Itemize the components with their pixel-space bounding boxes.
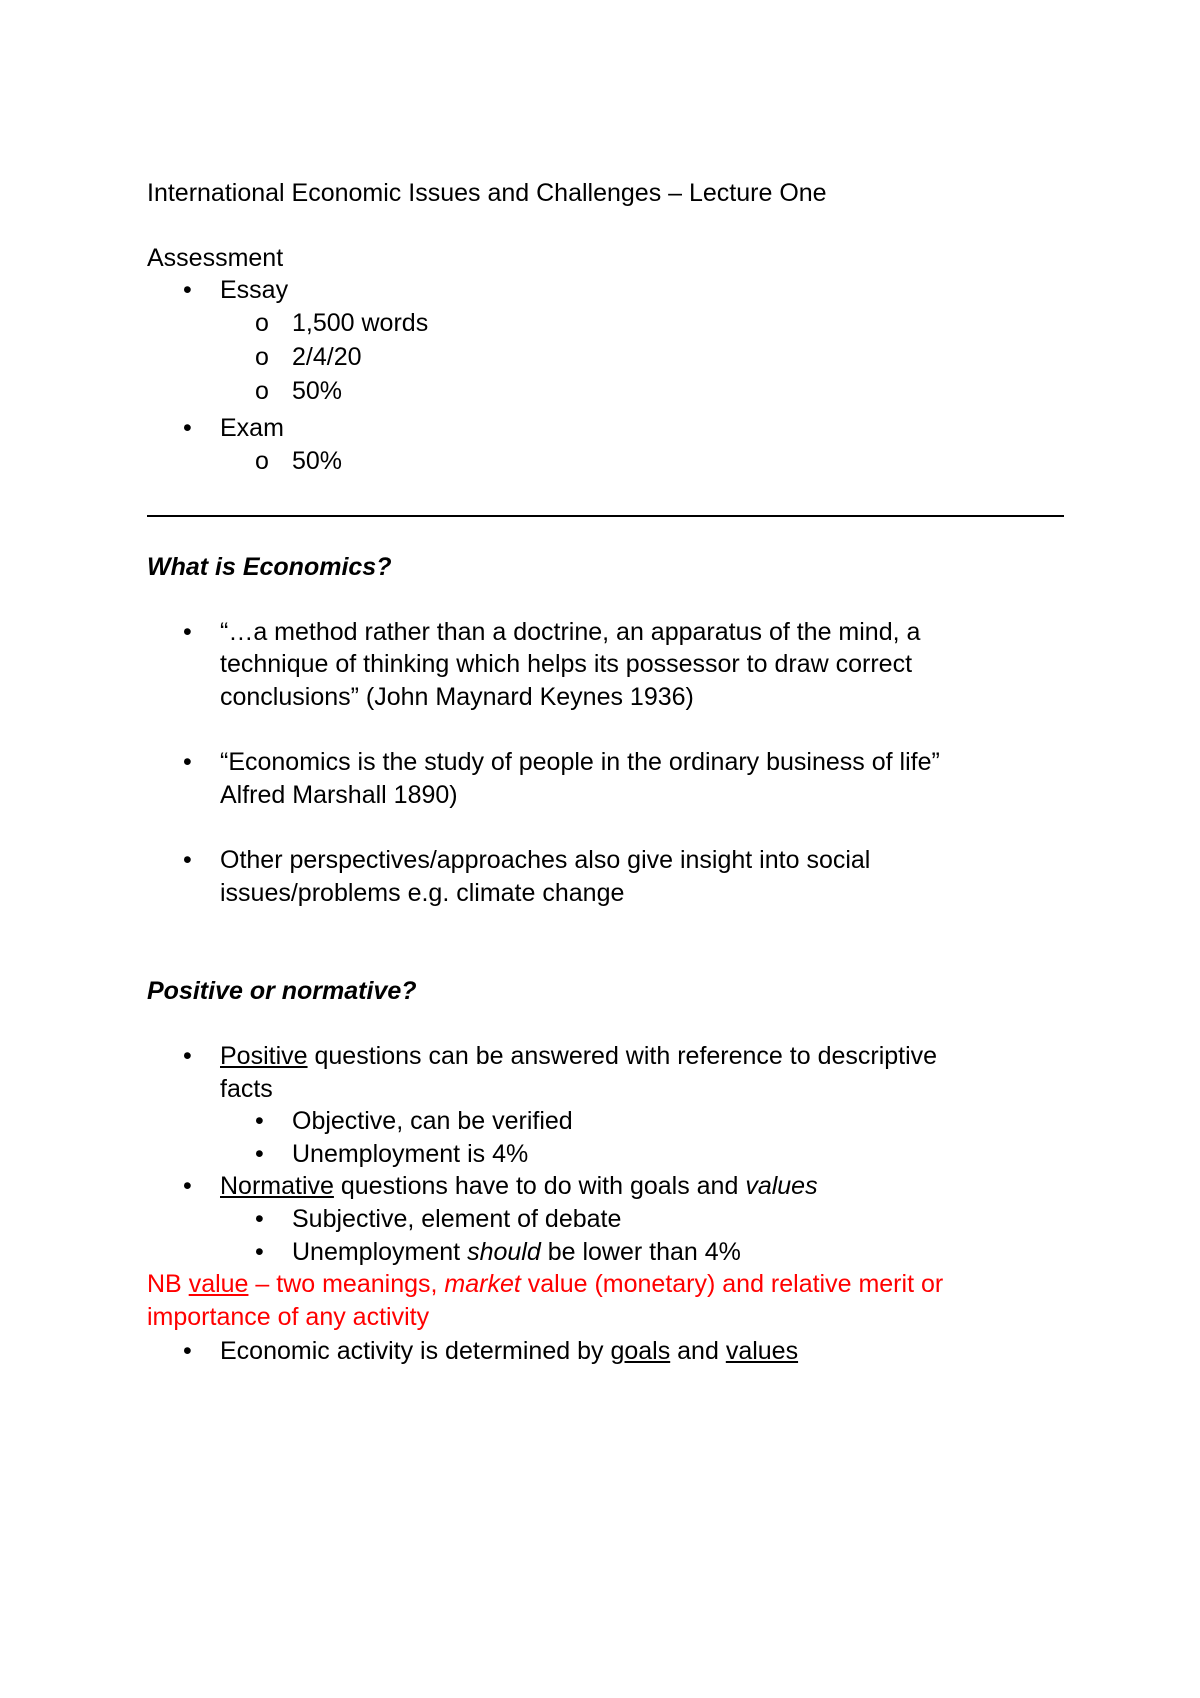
perspectives-line: Other perspectives/approaches also give insight into social: [220, 846, 871, 874]
bullet-glyph: •: [183, 1172, 192, 1200]
section-heading-what-is-economics: What is Economics?: [147, 553, 392, 581]
sub-bullet-glyph: o: [255, 309, 269, 337]
positive-definition-line: facts: [220, 1075, 273, 1103]
normative-values-word: values: [745, 1172, 818, 1200]
normative-term: Normative: [220, 1172, 334, 1200]
bullet-glyph: •: [183, 1042, 192, 1070]
economic-activity-text: Economic activity is determined by: [220, 1337, 611, 1365]
normative-sub-text: be lower than 4%: [540, 1238, 741, 1266]
section-heading-positive-or-normative: Positive or normative?: [147, 977, 417, 1005]
essay-detail-date: 2/4/20: [292, 343, 362, 371]
assessment-item-essay: Essay: [220, 276, 289, 304]
should-word: should: [467, 1238, 541, 1266]
perspectives-line: issues/problems e.g. climate change: [220, 879, 625, 907]
keynes-quote-line: technique of thinking which helps its possessor to draw correct: [220, 650, 913, 678]
bullet-glyph: •: [183, 748, 192, 776]
marshall-quote-line: Alfred Marshall 1890): [220, 781, 458, 809]
bullet-glyph: •: [255, 1140, 264, 1168]
nb-text: value (monetary) and relative merit or: [520, 1270, 944, 1298]
bullet-glyph: •: [183, 846, 192, 874]
normative-definition-line: [220, 1170, 818, 1202]
exam-detail-weight: 50%: [292, 447, 343, 475]
marshall-quote-line: “Economics is the study of people in the ordinary business of life”: [220, 748, 940, 776]
bullet-glyph: •: [255, 1107, 264, 1135]
normative-sub-item: Subjective, element of debate: [292, 1205, 622, 1233]
values-word: values: [725, 1337, 799, 1365]
positive-definition-text: questions can be answered with reference to descriptive: [307, 1042, 938, 1070]
nb-note-line: importance of any activity: [147, 1303, 430, 1331]
sub-bullet-glyph: o: [255, 377, 269, 405]
positive-term: Positive: [220, 1042, 308, 1070]
bullet-glyph: •: [183, 276, 192, 304]
keynes-quote-line: “…a method rather than a doctrine, an apparatus of the mind, a: [220, 618, 921, 646]
bullet-glyph: •: [183, 414, 192, 442]
bullet-glyph: •: [255, 1238, 264, 1266]
positive-sub-item: Unemployment is 4%: [292, 1140, 529, 1168]
sub-bullet-glyph: o: [255, 343, 269, 371]
nb-prefix: NB: [147, 1270, 189, 1298]
document-title: International Economic Issues and Challenges – Lecture One: [147, 179, 827, 207]
economic-activity-line: [220, 1335, 798, 1367]
keynes-quote-line: conclusions” (John Maynard Keynes 1936): [220, 683, 694, 711]
goals-word: goals: [610, 1337, 671, 1365]
positive-sub-item: Objective, can be verified: [292, 1107, 573, 1135]
assessment-heading: Assessment: [147, 244, 284, 272]
positive-definition-line: [220, 1040, 937, 1072]
normative-definition-text: questions have to do with goals and: [333, 1172, 746, 1200]
nb-note-line: [147, 1268, 943, 1300]
assessment-item-exam: Exam: [220, 414, 284, 442]
essay-detail-words: 1,500 words: [292, 309, 429, 337]
nb-market-word: market: [444, 1270, 521, 1298]
bullet-glyph: •: [255, 1205, 264, 1233]
and-text: and: [670, 1337, 726, 1365]
bullet-glyph: •: [183, 1337, 192, 1365]
nb-value-word: value: [188, 1270, 249, 1298]
normative-sub-text: Unemployment: [292, 1238, 468, 1266]
essay-detail-weight: 50%: [292, 377, 343, 405]
nb-text: – two meanings,: [248, 1270, 445, 1298]
bullet-glyph: •: [183, 618, 192, 646]
sub-bullet-glyph: o: [255, 447, 269, 475]
horizontal-divider: [147, 515, 1064, 517]
normative-sub-item: [292, 1236, 741, 1268]
